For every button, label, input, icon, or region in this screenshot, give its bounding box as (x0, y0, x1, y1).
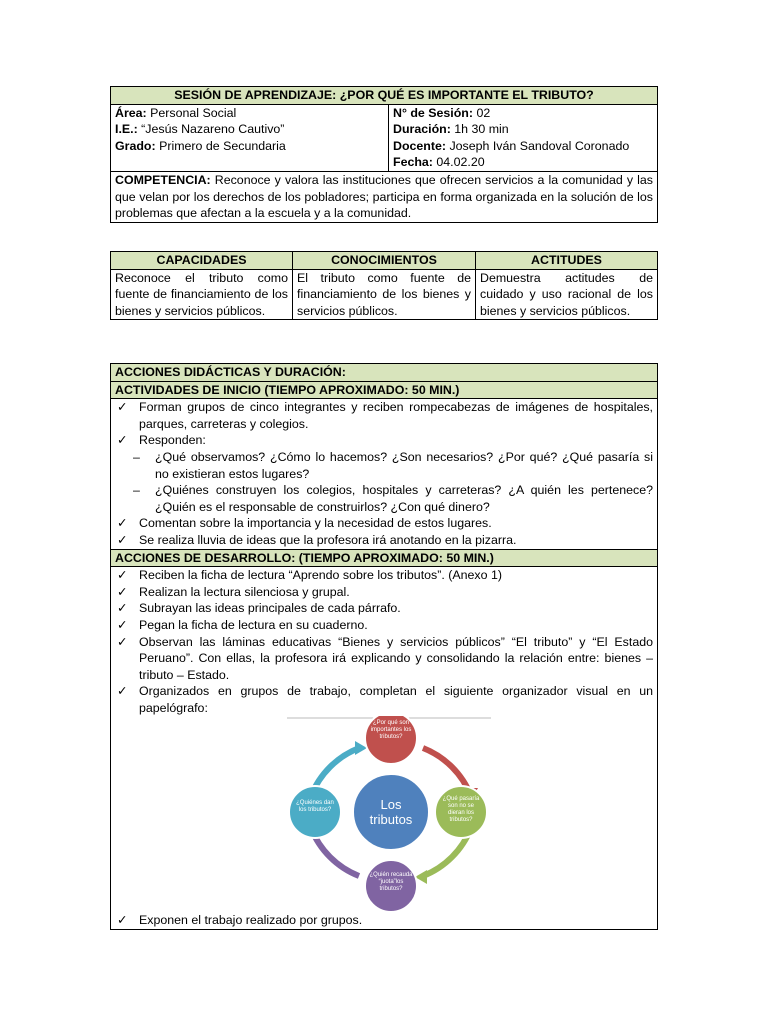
conocimientos-cell: El tributo como fuente de financiamiento de los bienes y servicios públicos. (293, 269, 476, 320)
ie-label: I.E.: (115, 122, 138, 137)
competencia-cell (111, 171, 658, 222)
check-icon: ✓ (117, 634, 128, 649)
session-info-left (111, 104, 389, 171)
list-item (115, 432, 653, 515)
capacidades-header: CAPACIDADES (111, 252, 293, 270)
list-item (115, 449, 653, 482)
diagram-bottom-label: ¿Quién recauda “juota”los tributos? (369, 872, 413, 893)
diagram-right-label: ¿Qué pasaría son no se dieran los tributos? (442, 796, 480, 824)
capacidades-cell: Reconoce el tributo como fuente de financiamiento de los bienes y servicios públicos. (111, 269, 293, 320)
grado-line (115, 138, 384, 155)
check-icon: ✓ (117, 532, 128, 547)
sesion-label: N° de Sesión: (393, 105, 474, 120)
list-item-text: Pegan la ficha de lectura en su cuaderno. (139, 617, 368, 632)
competencia-label: COMPETENCIA: (115, 172, 211, 187)
organizer-diagram (115, 716, 662, 912)
check-icon: ✓ (117, 601, 128, 616)
check-icon: ✓ (117, 617, 128, 632)
list-item-text: ¿Qué observamos? ¿Cómo lo hacemos? ¿Son necesarios? ¿Por qué? ¿Qué pasaría si no existieran estos lugares? (155, 449, 653, 481)
list-item-text: Subrayan las ideas principales de cada párrafo. (139, 601, 401, 616)
list-item (115, 912, 653, 929)
inicio-title: ACTIVIDADES DE INICIO (TIEMPO APROXIMADO: 50 MIN.) (111, 381, 658, 399)
conocimientos-header: CONOCIMIENTOS (293, 252, 476, 270)
dash-icon: – (133, 449, 140, 464)
diagram-center-label: Los tributos (369, 797, 413, 828)
list-item-text: Forman grupos de cinco integrantes y reciben rompecabezas de imágenes de hospitales, parques, carreteras y colegios. (139, 400, 653, 431)
list-item-text: Organizados en grupos de trabajo, completan el siguiente organizador visual en un papelógrafo: (139, 684, 653, 715)
sesion-line (393, 105, 653, 122)
desarrollo-content (111, 567, 658, 930)
area-value: Personal Social (146, 105, 237, 120)
actitudes-cell: Demuestra actitudes de cuidado y uso racional de los bienes y servicios públicos. (476, 269, 658, 320)
list-item (115, 532, 653, 549)
diagram-left-label: ¿Quiénes dan los tributos? (296, 800, 334, 814)
session-title: SESIÓN DE APRENDIZAJE: ¿POR QUÉ ES IMPORTANTE EL TRIBUTO? (111, 87, 658, 105)
docente-line (393, 138, 653, 155)
capacidades-table (110, 251, 658, 320)
duracion-value: 1h 30 min (450, 122, 509, 137)
ie-value: “Jesús Nazareno Cautivo” (137, 122, 285, 137)
inicio-content (111, 399, 658, 549)
check-icon: ✓ (117, 684, 128, 699)
list-item-text: Se realiza lluvia de ideas que la profesora irá anotando en la pizarra. (139, 532, 517, 547)
competencia-text: Reconoce y valora las instituciones que ofrecen servicios a la comunidad y las que velan por los derechos de los pobladores; participa en forma organizada en la solución de los problemas que afectan a la escuela y a la comunidad. (115, 172, 654, 221)
list-item (115, 399, 653, 432)
inicio-list (115, 399, 653, 548)
area-label: Área: (115, 105, 147, 120)
duracion-line (393, 121, 653, 138)
duracion-label: Duración: (393, 122, 451, 137)
desarrollo-list-end (115, 912, 653, 929)
acciones-title: ACCIONES DIDÁCTICAS Y DURACIÓN: (111, 364, 658, 382)
check-icon: ✓ (117, 400, 128, 415)
desarrollo-list (115, 567, 653, 716)
list-item (115, 567, 653, 584)
list-item (115, 584, 653, 601)
fecha-value: 04.02.20 (432, 155, 485, 170)
check-icon: ✓ (117, 516, 128, 531)
desarrollo-title: ACCIONES DE DESARROLLO: (TIEMPO APROXIMADO: 50 MIN.) (111, 549, 658, 567)
docente-value: Joseph Iván Sandoval Coronado (446, 138, 630, 153)
docente-label: Docente: (393, 138, 447, 153)
session-header-table (110, 86, 658, 223)
dash-icon: – (133, 483, 140, 498)
area-line (115, 105, 384, 122)
list-item-text: ¿Quiénes construyen los colegios, hospitales y carreteras? ¿A quién les pertenece? ¿Quién es el responsable de construirlos? ¿Con qué dinero? (155, 483, 653, 514)
question-list (115, 449, 653, 515)
list-item-text: Comentan sobre la importancia y la necesidad de estos lugares. (139, 516, 492, 531)
list-item (115, 683, 653, 716)
actitudes-header: ACTITUDES (476, 252, 658, 270)
session-info-right (389, 104, 658, 171)
list-item-text: Exponen el trabajo realizado por grupos. (139, 913, 363, 928)
fecha-line (393, 154, 653, 171)
list-item-text: Realizan la lectura silenciosa y grupal. (139, 584, 350, 599)
list-item (115, 634, 653, 684)
check-icon: ✓ (117, 584, 128, 599)
check-icon: ✓ (117, 433, 128, 448)
fecha-label: Fecha: (393, 155, 433, 170)
list-item (115, 515, 653, 532)
list-item-text: Responden: (139, 433, 206, 448)
grado-label: Grado: (115, 138, 156, 153)
list-item (115, 600, 653, 617)
list-item-text: Observan las láminas educativas “Bienes y servicios públicos” “El tributo” y “El Estado Peruano”. Con ellas, la profesora irá explicando y consolidando la relación entre: bienes – tributo – Estado. (139, 634, 653, 682)
diagram-top-label: ¿Por qué son importantes los tributos? (370, 720, 412, 741)
acciones-table (110, 363, 658, 930)
sesion-value: 02 (473, 105, 491, 120)
list-item (115, 482, 653, 515)
check-icon: ✓ (117, 913, 128, 928)
ie-line (115, 121, 384, 138)
list-item (115, 617, 653, 634)
check-icon: ✓ (117, 568, 128, 583)
grado-value: Primero de Secundaria (155, 138, 286, 153)
list-item-text: Reciben la ficha de lectura “Aprendo sobre los tributos”. (Anexo 1) (139, 568, 502, 583)
